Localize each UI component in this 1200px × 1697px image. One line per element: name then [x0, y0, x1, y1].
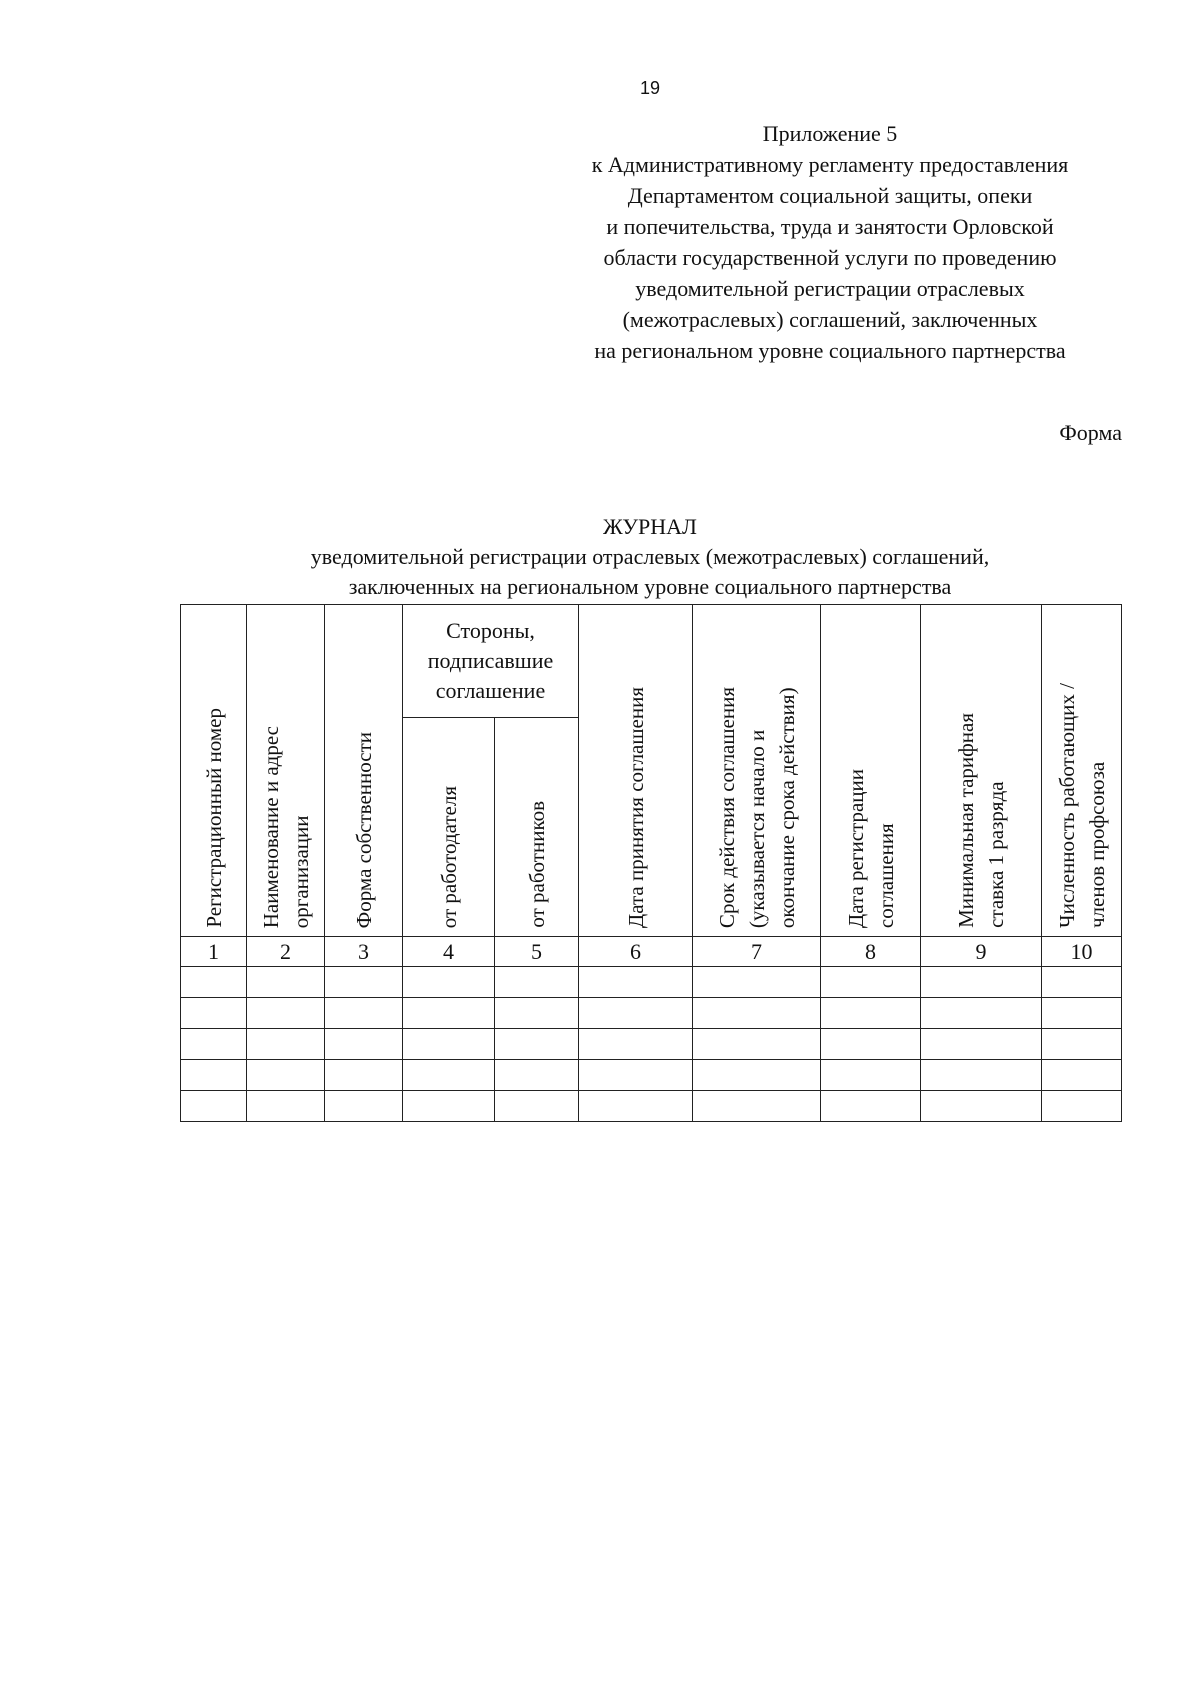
column-number: 7: [693, 937, 821, 967]
table-cell: [325, 998, 403, 1029]
appendix-line: к Административному регламенту предоставления: [591, 152, 1069, 177]
table-cell: [495, 1060, 579, 1091]
header-ownership-form: [325, 605, 403, 937]
table-cell: [325, 1029, 403, 1060]
table-cell: [821, 1060, 921, 1091]
table-cell: [693, 998, 821, 1029]
header-adoption-date: [579, 605, 693, 937]
header-text: Наименование и адрес организации: [258, 725, 313, 928]
column-number: 6: [579, 937, 693, 967]
table-cell: [325, 1060, 403, 1091]
header-from-employer: [403, 718, 495, 937]
page-number: 19: [639, 78, 661, 98]
table-cell: [693, 967, 821, 998]
header-text: Форма собственности: [351, 731, 376, 928]
header-text: Регистрационный номер: [201, 708, 226, 928]
table-cell: [403, 1060, 495, 1091]
table-cell: [247, 967, 325, 998]
table-cell: [579, 998, 693, 1029]
table-cell: [181, 998, 247, 1029]
column-number: 2: [247, 937, 325, 967]
table-cell: [693, 1060, 821, 1091]
header-parties-group: Стороны, подписавшие соглашение: [403, 605, 579, 718]
table-cell: [403, 1029, 495, 1060]
table-cell: [495, 998, 579, 1029]
journal-title: ЖУРНАЛ: [603, 514, 697, 539]
table-cell: [693, 1091, 821, 1122]
table-cell: [1042, 998, 1122, 1029]
table-cell: [921, 967, 1042, 998]
table-cell: [821, 998, 921, 1029]
table-row: [181, 1091, 1122, 1122]
table-cell: [693, 1029, 821, 1060]
table-cell: [921, 1029, 1042, 1060]
journal-subtitle-line: заключенных на региональном уровне социального партнерства: [348, 574, 952, 599]
table-cell: [495, 1091, 579, 1122]
table-cell: [247, 1060, 325, 1091]
appendix-header: [520, 118, 1140, 366]
table-cell: [247, 1029, 325, 1060]
table-cell: [247, 1091, 325, 1122]
table-cell: [821, 1091, 921, 1122]
table-row: [181, 1029, 1122, 1060]
column-number: 9: [921, 937, 1042, 967]
appendix-line: области государственной услуги по проведению: [603, 245, 1057, 270]
table-cell: [579, 967, 693, 998]
table-cell: [403, 967, 495, 998]
table-cell: [181, 1029, 247, 1060]
table-cell: [1042, 1091, 1122, 1122]
table-row: [181, 967, 1122, 998]
table-cell: [1042, 967, 1122, 998]
table-cell: [579, 1060, 693, 1091]
table-cell: [495, 1029, 579, 1060]
table-cell: [403, 998, 495, 1029]
header-registration-number: [181, 605, 247, 937]
table-cell: [181, 1091, 247, 1122]
table-row: [181, 998, 1122, 1029]
header-text: Численность работающих / членов профсоюза: [1054, 683, 1109, 928]
column-number: 4: [403, 937, 495, 967]
header-text: от работников: [524, 801, 549, 928]
table-cell: [821, 1029, 921, 1060]
appendix-line: и попечительства, труда и занятости Орловской: [606, 214, 1054, 239]
table-cell: [247, 998, 325, 1029]
appendix-line: Приложение 5: [762, 121, 898, 146]
header-text: Дата регистрации соглашения: [843, 768, 898, 928]
header-text: Минимальная тарифная ставка 1 разряда: [954, 713, 1009, 928]
table-cell: [579, 1091, 693, 1122]
table-cell: [1042, 1029, 1122, 1060]
table-cell: [181, 1060, 247, 1091]
table-cell: [821, 967, 921, 998]
header-employee-count: [1042, 605, 1122, 937]
header-text: от работодателя: [436, 785, 461, 928]
column-number: 3: [325, 937, 403, 967]
table-cell: [921, 998, 1042, 1029]
header-text: Срок действия соглашения (указывается начало и окончание срока действия): [714, 686, 799, 928]
header-organization-name-address: [247, 605, 325, 937]
table-cell: [579, 1029, 693, 1060]
column-number-row: [181, 937, 1122, 967]
table-cell: [181, 967, 247, 998]
appendix-line: на региональном уровне социального партнерства: [594, 338, 1066, 363]
column-number: 1: [181, 937, 247, 967]
column-number: 8: [821, 937, 921, 967]
appendix-line: Департаментом социальной защиты, опеки: [627, 183, 1033, 208]
header-text: Дата принятия соглашения: [623, 686, 648, 928]
header-registration-date: [821, 605, 921, 937]
journal-subtitle-line: уведомительной регистрации отраслевых (межотраслевых) соглашений,: [310, 544, 990, 569]
form-label: Форма: [1059, 420, 1122, 445]
table-row: [181, 1060, 1122, 1091]
table-cell: [325, 1091, 403, 1122]
column-number: 5: [495, 937, 579, 967]
header-validity-period: [693, 605, 821, 937]
header-minimum-tariff-rate: [921, 605, 1042, 937]
appendix-line: уведомительной регистрации отраслевых: [635, 276, 1025, 301]
table-cell: [403, 1091, 495, 1122]
table-cell: [495, 967, 579, 998]
column-number: 10: [1042, 937, 1122, 967]
header-from-employees: [495, 718, 579, 937]
table-cell: [1042, 1060, 1122, 1091]
journal-table: [180, 604, 1122, 1122]
table-cell: [921, 1091, 1042, 1122]
table-cell: [325, 967, 403, 998]
journal-title-block: [240, 512, 1060, 602]
appendix-line: (межотраслевых) соглашений, заключенных: [622, 307, 1038, 332]
table-cell: [921, 1060, 1042, 1091]
